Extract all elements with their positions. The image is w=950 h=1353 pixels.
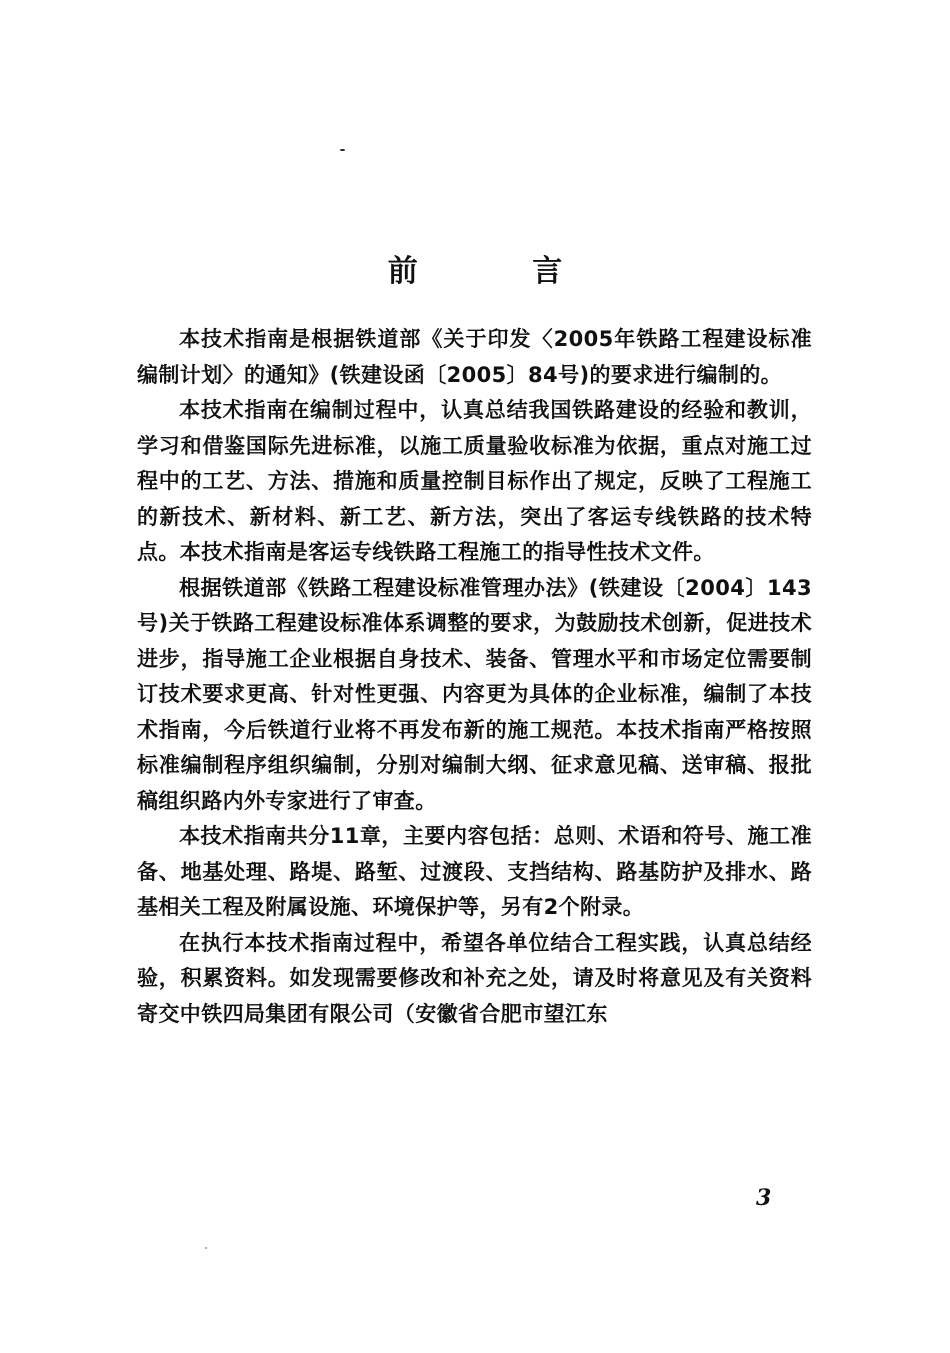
page-title: 前 言	[387, 254, 615, 289]
page-number: 3	[756, 1185, 772, 1211]
scan-speck	[205, 1247, 207, 1249]
paragraph: 本技术指南是根据铁道部《关于印发〈2005年铁路工程建设标准编制计划〉的通知》(铁建设函〔2005〕84号)的要求进行编制的。	[137, 327, 812, 387]
scan-speck	[340, 149, 345, 151]
preface-body	[137, 322, 812, 1032]
paragraph: 本技术指南共分11章，主要内容包括：总则、术语和符号、施工准备、地基处理、路堤、路堑、过渡段、支挡结构、路基防护及排水、路基相关工程及附属设施、环境保护等，另有2个附录。	[137, 824, 812, 919]
paragraph: 本技术指南在编制过程中，认真总结我国铁路建设的经验和教训，学习和借鉴国际先进标准，以施工质量验收标准为依据，重点对施工过程中的工艺、方法、措施和质量控制目标作出了规定，反映了工程施工的新技术、新材料、新工艺、新方法，突出了客运专线铁路的技术特点。本技术指南是客运专线铁路工程施工的指导性技术文件。	[137, 398, 812, 564]
paragraph: 在执行本技术指南过程中，希望各单位结合工程实践，认真总结经验，积累资料。如发现需要修改和补充之处，请及时将意见及有关资料寄交中铁四局集团有限公司（安徽省合肥市望江东	[137, 930, 812, 1026]
paragraph: 根据铁道部《铁路工程建设标准管理办法》(铁建设〔2004〕143号)关于铁路工程建设标准体系调整的要求，为鼓励技术创新，促进技术进步，指导施工企业根据自身技术、装备、管理水平和市场定位需要制订技术要求更高、针对性更强、内容更为具体的企业标准，编制了本技术指南，今后铁道行业将不再发布新的施工规范。本技术指南严格按照标准编制程序组织编制，分别对编制大纲、征求意见稿、送审稿、报批稿组织路内外专家进行了审查。	[137, 575, 812, 813]
